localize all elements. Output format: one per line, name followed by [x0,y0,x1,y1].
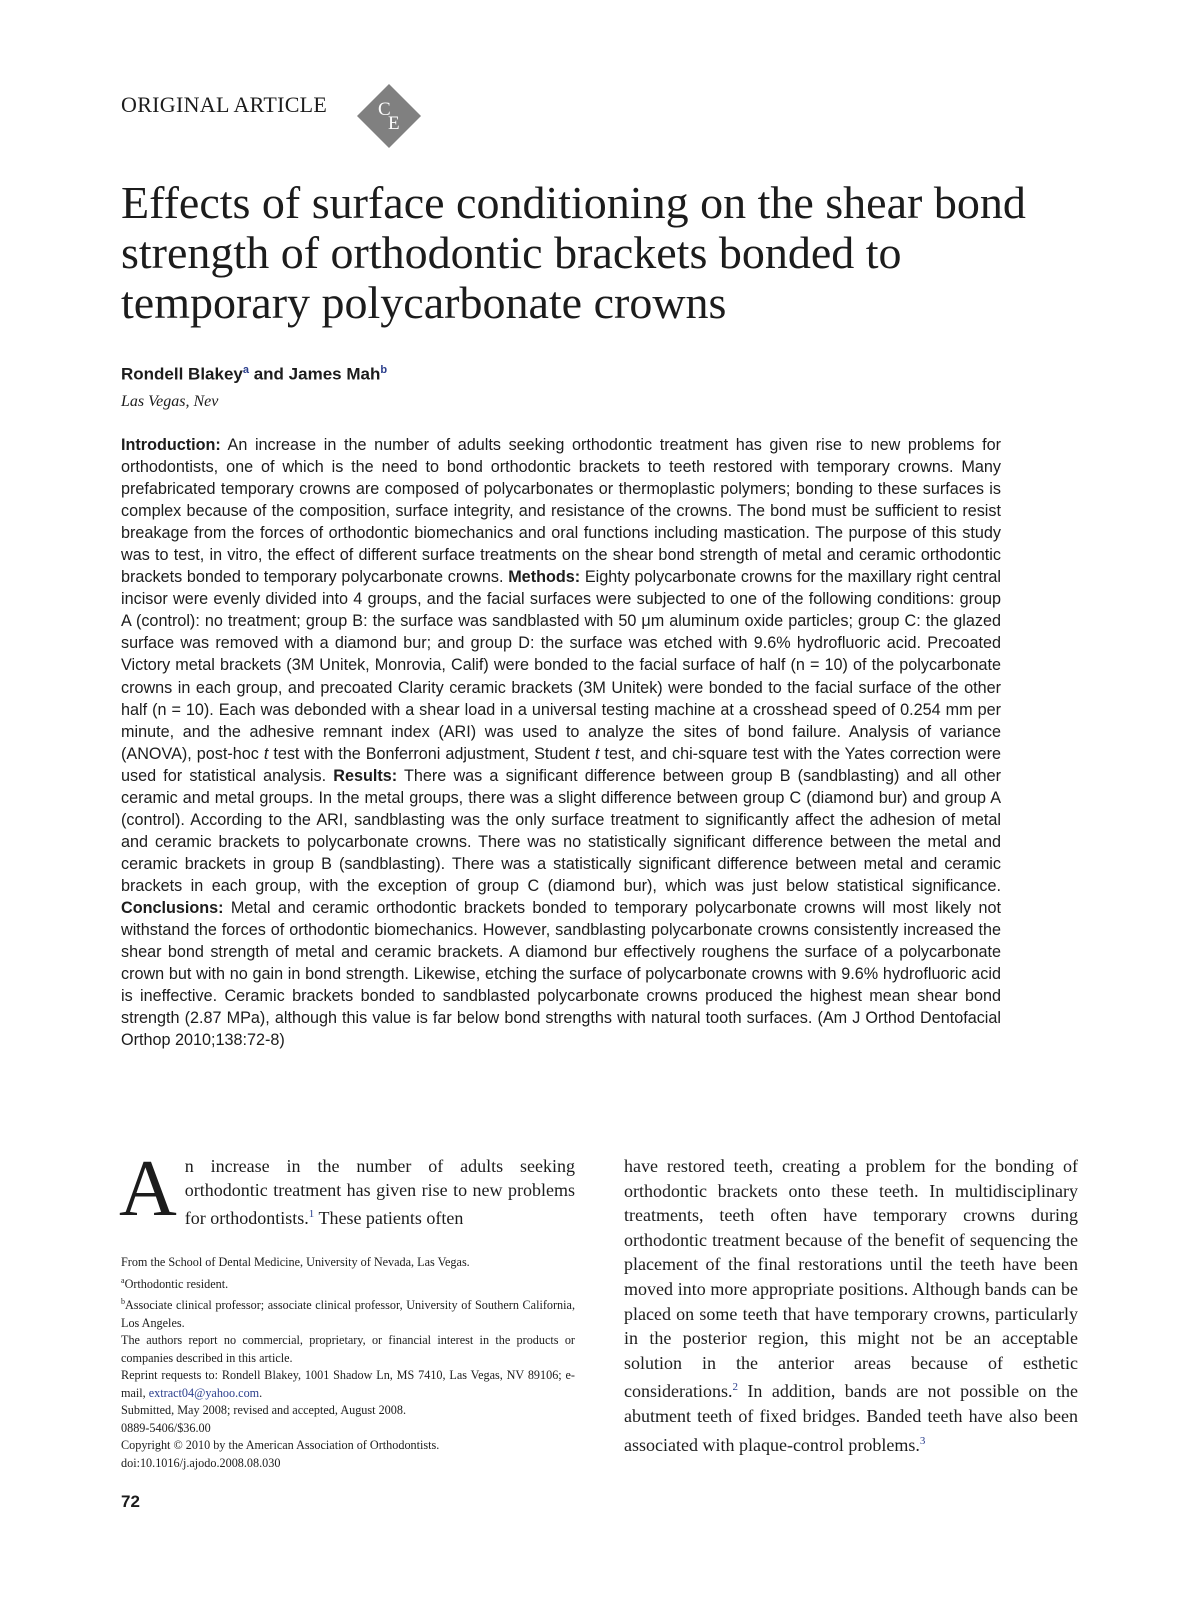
body-column-left [119,1145,575,1233]
section-label: ORIGINAL ARTICLE [121,92,328,117]
footnote-affiliation: From the School of Dental Medicine, University of Nevada, Las Vegas. [121,1255,470,1269]
abstract-heading-results: Results: [333,766,398,785]
abstract [121,434,1001,1051]
footnote-b: $^b$Associate clinical professor; associate clinical professor, University of Southern California, Los Angeles. [121,1297,575,1330]
author-location: Las Vegas, Nev [121,393,219,410]
footnote-submitted: Submitted, May 2008; revised and accepted, August 2008. [121,1403,407,1418]
svg-text:E: E [388,113,400,134]
page-number: 72 [121,1492,140,1511]
author-line [121,364,387,385]
abstract-italic: t [594,744,600,763]
drop-cap: A [119,1145,177,1233]
footnote-copyright: Copyright © 2010 by the American Association of Orthodontists. [121,1438,440,1453]
reference-link[interactable]: 1 [308,1208,315,1220]
abstract-text: test, and chi-square test with the Yates correction were used for statistical analysis. [121,744,1001,785]
body-text: These patients often [314,1208,464,1228]
article-title: Effects of surface conditioning on the shear bond strength of orthodontic brackets bonded to temporary polycarbonate crowns [121,177,1026,328]
abstract-heading-conclusions: Conclusions: [121,898,224,917]
footnote-marker: b [121,1297,125,1307]
ce-badge-icon [357,84,421,148]
abstract-italic: t [263,744,269,763]
abstract-text: Metal and ceramic orthodontic brackets bonded to temporary polycarbonate crowns will most likely not withstand the forces of orthodontic biomechanics. However, sandblasting polycarbonate crowns consistently increased the shear bond strength of metal and ceramic brackets. A diamond bur effectively roughens the surface of a polycarbonate crown but with no gain in bond strength. Likewise, etching the surface of polycarbonate crowns with 9.6% hydrofluoric acid is ineffective. Ceramic brackets bonded to sandblasted polycarbonate crowns produced the highest mean shear bond strength (2.87 MPa), although this value is far below bond strengths with natural tooth surfaces. (Am J Orthod Dentofacial Orthop 2010;138:72-8) [121,898,1001,1050]
footnote-reprint: Reprint requests to: Rondell Blakey, 1001 Shadow Ln, MS 7410, Las Vegas, NV 89106; e-mail, extract04@yahoo.com. [121,1368,575,1400]
abstract-text: There was a significant difference between group B (sandblasting) and all other ceramic and metal groups. In the metal groups, there was a slight difference between group C (diamond bur) and group A (control). According to the ARI, sandblasting was the only surface treatment to significantly affect the adhesion of metal and ceramic brackets to polycarbonate crowns. There was no statistically significant difference between the metal and ceramic brackets in group B (sandblasting). There was a statistically significant difference between metal and ceramic brackets in each group, with the exception of group C (diamond bur), which was just below statistical significance. [121,766,1001,895]
body-text: have restored teeth, creating a problem for the bonding of orthodontic brackets onto these teeth. In multidisciplinary treatments, teeth often have temporary crowns during orthodontic treatment because of the benefit of sequencing the placement of the final restorations until the teeth have been moved into more appropriate positions. Although bands can be placed on some teeth that have temporary crowns, particularly in the posterior region, this might not be an acceptable solution in the anterior areas because of esthetic considerations. [624,1156,1078,1402]
svg-text:C: C [378,99,391,120]
affiliation-marker[interactable]: a [242,364,249,376]
footnote-doi: doi:10.1016/j.ajodo.2008.08.030 [121,1455,281,1470]
author-name: James Mah [288,364,381,384]
author-name: Rondell Blakey [121,364,243,384]
abstract-text: test with the Bonferroni adjustment, Student [268,744,595,763]
abstract-heading-introduction: Introduction: [121,436,221,454]
reference-link[interactable]: 2 [732,1381,738,1394]
body-text: In addition, bands are not possible on the abutment teeth of fixed bridges. Banded teeth have also been associated with plaque-control problems. [624,1381,1078,1455]
footnote-issn: 0889-5406/$36.00 [121,1420,211,1435]
affiliation-marker[interactable]: b [380,364,388,376]
reference-link[interactable]: 3 [919,1434,926,1447]
footnote-a: $^a$Orthodontic resident. [121,1275,229,1291]
footnote-marker: a [121,1275,125,1285]
footnotes [121,1254,575,1472]
email-link[interactable]: extract04@yahoo.com [148,1385,260,1400]
body-text: n increase in the number of adults seeking orthodontic treatment has given rise to new problems for orthodontists. [184,1156,575,1228]
author-joiner: and [249,364,289,384]
footnote-disclosure: The authors report no commercial, proprietary, or financial interest in the products or companies described in this article. [121,1333,575,1365]
abstract-heading-methods: Methods: [508,568,581,587]
abstract-text: Eighty polycarbonate crowns for the maxillary right central incisor were evenly divided into 4 groups, and the facial surfaces were subjected to one of the following conditions: group A (control): no treatment; group B: the surface was sandblasted with 50 μm aluminum oxide particles; group C: the glazed surface was removed with a diamond bur; and group D: the surface was etched with 9.6% hydrofluoric acid. Precoated Victory metal brackets (3M Unitek, Monrovia, Calif) were bonded to the facial surface of half (n = 10) of the polycarbonate crowns in each group, and precoated Clarity ceramic brackets (3M Unitek) were bonded to the facial surface of the other half (n = 10). Each was debonded with a shear load in a universal testing machine at a crosshead speed of 0.254 mm per minute, and the adhesive remnant index (ARI) was used to analyze the sites of bond failure. Analysis of variance (ANOVA), post-hoc [121,568,1001,763]
body-column-right [624,1154,1078,1457]
abstract-text: An increase in the number of adults seeking orthodontic treatment has given rise to new problems for orthodontists, one of which is the need to bond orthodontic brackets to teeth restored with temporary crowns. Many prefabricated temporary crowns are composed of polycarbonates or thermoplastic polymers; bonding to these surfaces is complex because of the composition, surface integrity, and resistance of the crowns. The bond must be sufficient to resist breakage from the forces of orthodontic biomechanics and oral functions including mastication. The purpose of this study was to test, in vitro, the effect of different surface treatments on the shear bond strength of metal and ceramic orthodontic brackets bonded to temporary polycarbonate crowns. [121,436,1001,587]
